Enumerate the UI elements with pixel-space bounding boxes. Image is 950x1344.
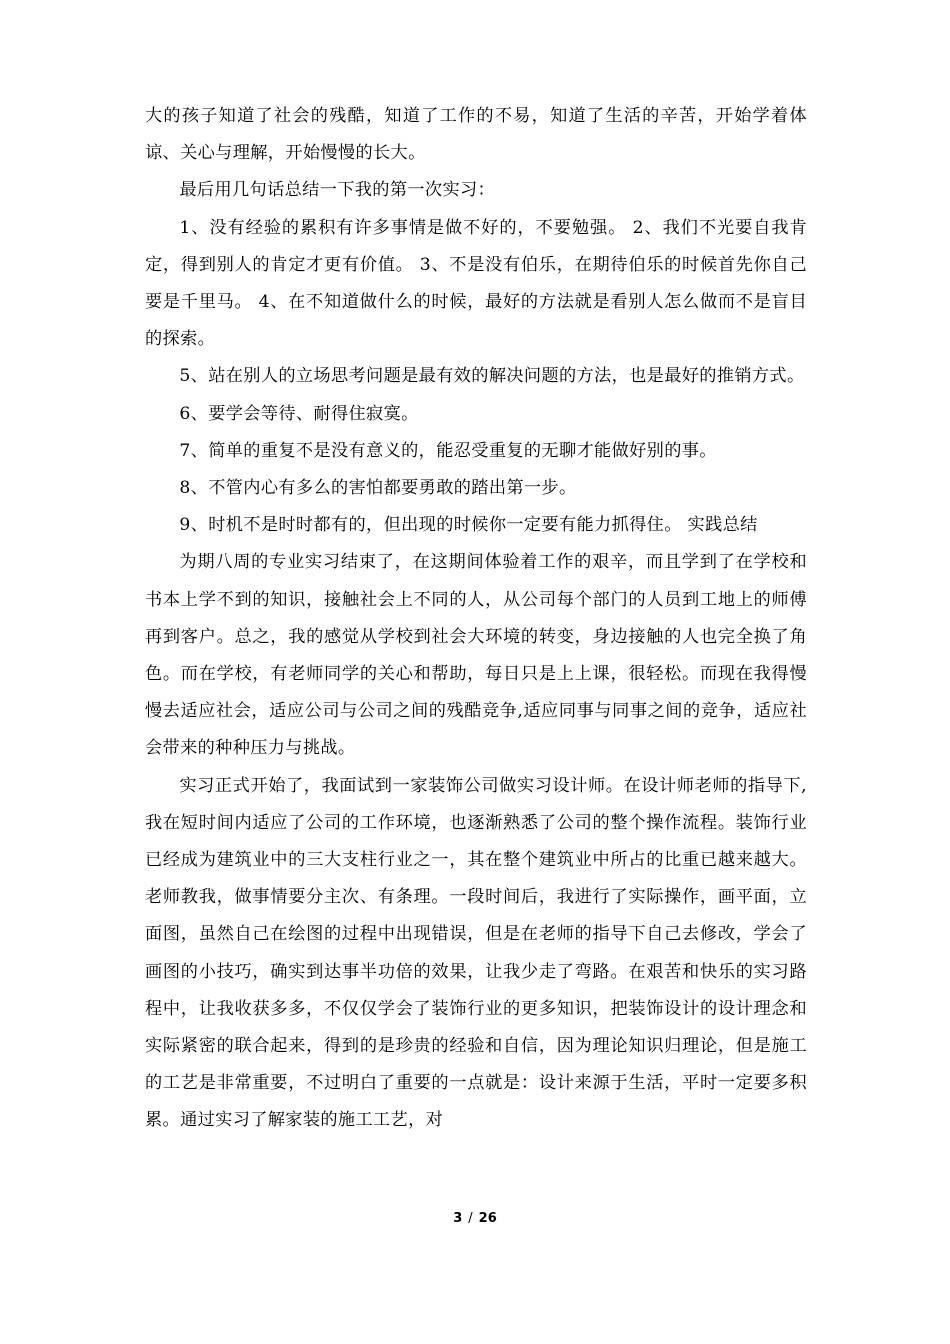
paragraph: 最后用几句话总结一下我的第一次实习： (179, 180, 496, 201)
paragraph: 7、简单的重复不是没有意义的，能忍受重复的无聊才能做好别的事。 (179, 440, 717, 461)
document-body (145, 98, 807, 1140)
page-current: 3 (453, 1211, 463, 1226)
paragraph: 8、不管内心有多么的害怕都要勇敢的踏出第一步。 (179, 478, 577, 499)
paragraph: 大的孩子知道了社会的残酷，知道了工作的不易，知道了生活的辛苦，开始学着体谅、关心与理解，开始慢慢的长大。 (145, 106, 807, 164)
paragraph: 9、时机不是时时都有的，但出现的时候你一定要有能力抓得住。 实践总结 (179, 515, 758, 536)
paragraph: 1、没有经验的累积有许多事情是做不好的，不要勉强。 2、我们不光要自我肯定，得到别人的肯定才更有价值。 3、不是没有伯乐，在期待伯乐的时候首先你自己要是千里马。 4、在不知道做什么的时候，最好的方法就是看别人怎么做而不是盲目的探索。 (145, 217, 807, 350)
paragraph: 5、站在别人的立场思考问题是最有效的解决问题的方法，也是最好的推销方式。 (179, 366, 805, 387)
paragraph: 实习正式开始了，我面试到一家装饰公司做实习设计师。在设计师老师的指导下,我在短时间内适应了公司的工作环境，也逐渐熟悉了公司的整个操作流程。装饰行业已经成为建筑业中的三大支柱行业之一，其在整个建筑业中所占的比重已越来越大。老师教我，做事情要分主次、有条理。一段时间后，我进行了实际操作，画平面，立面图，虽然自己在绘图的过程中出现错误，但是在老师的指导下自己去修改，学会了画图的小技巧，确实到达事半功倍的效果，让我少走了弯路。在艰苦和快乐的实习路程中，让我收获多多，不仅仅学会了装饰行业的更多知识，把装饰设计的设计理念和实际紧密的联合起来，得到的是珍贵的经验和自信，因为理论知识归理论，但是施工的工艺是非常重要，不过明白了重要的一点就是：设计来源于生活，平时一定要多积累。通过实习了解家装的施工工艺，对 (145, 775, 807, 1131)
page-number-footer (0, 1211, 950, 1226)
page-total: 26 (478, 1211, 497, 1226)
page-separator: / (468, 1211, 473, 1226)
paragraph: 6、要学会等待、耐得住寂寞。 (179, 403, 419, 424)
paragraph: 为期八周的专业实习结束了，在这期间体验着工作的艰辛，而且学到了在学校和书本上学不到的知识，接触社会上不同的人，从公司每个部门的人员到工地上的师傅再到客户。总之，我的感觉从学校到社会大环境的转变，身边接触的人也完全换了角色。而在学校，有老师同学的关心和帮助，每日只是上上课，很轻松。而现在我得慢慢去适应社会，适应公司与公司之间的残酷竞争,适应同事与同事之间的竞争，适应社会带来的种种压力与挑战。 (145, 552, 807, 759)
